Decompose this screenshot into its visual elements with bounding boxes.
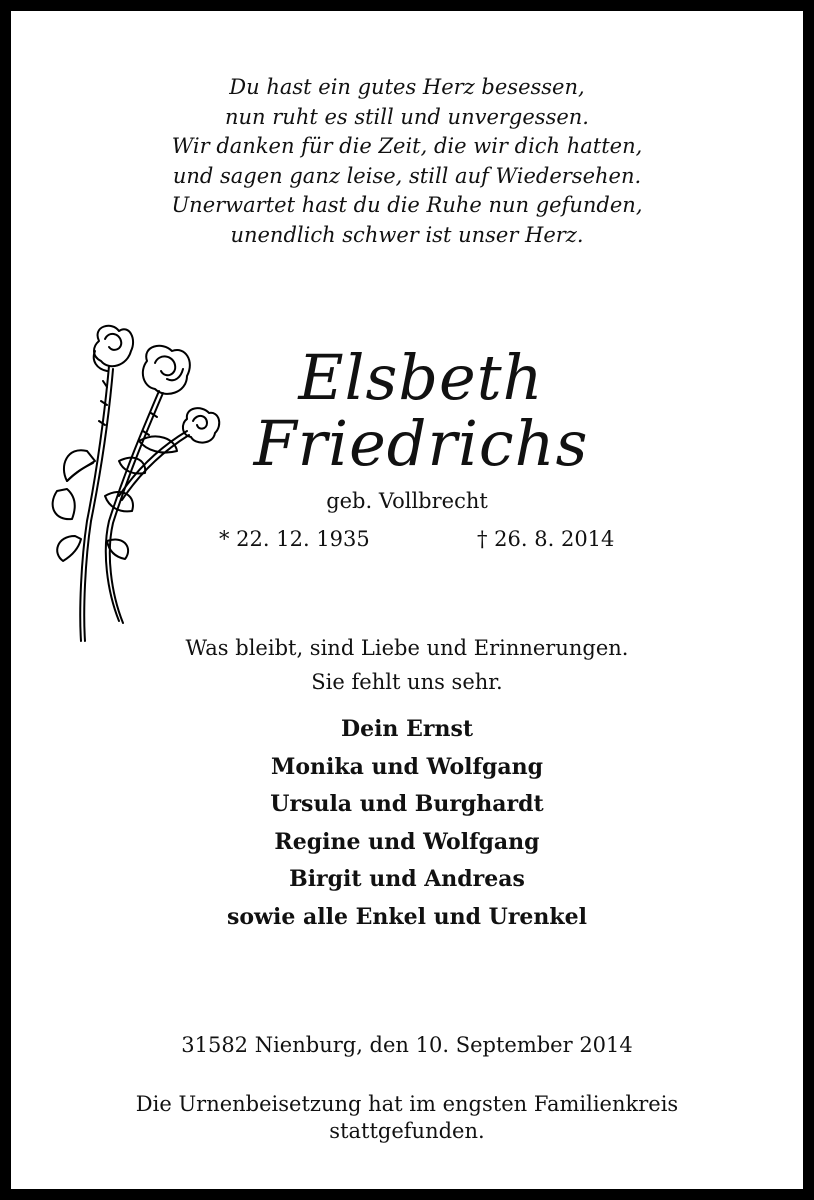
mourner-entry: sowie alle Enkel und Urenkel <box>226 903 588 930</box>
mourner-entry: Dein Ernst <box>341 716 473 742</box>
death-date: † 26. 8. 2014 <box>477 527 615 551</box>
quote-line: Sie fehlt uns sehr. <box>311 670 503 694</box>
poem-line: Unerwartet hast du die Ruhe nun gefunden, <box>171 193 643 217</box>
notice-line: Die Urnenbeisetzung hat im engsten Familienkreis <box>135 1092 679 1116</box>
mourner-entry: Birgit und Andreas <box>289 866 525 892</box>
deceased-last-name: Friedrichs <box>253 407 589 480</box>
birth-date: * 22. 12. 1935 <box>219 527 370 551</box>
mourner-entry: Ursula und Burghardt <box>270 791 544 817</box>
birth-name: geb. Vollbrecht <box>326 489 488 513</box>
mourner-entry: Monika und Wolfgang <box>271 753 543 780</box>
mourners-list <box>11 711 803 936</box>
place-and-date: 31582 Nienburg, den 10. September 2014 <box>181 1033 633 1057</box>
notice-line: stattgefunden. <box>329 1119 485 1143</box>
poem <box>11 73 803 250</box>
poem-line: Du hast ein gutes Herz besessen, <box>229 75 585 99</box>
poem-line: Wir danken für die Zeit, die wir dich hatten, <box>171 134 643 158</box>
memorial-quote <box>11 631 803 699</box>
poem-line: nun ruht es still und unvergessen. <box>225 104 589 129</box>
burial-notice <box>11 1091 803 1145</box>
quote-line: Was bleibt, sind Liebe und Erinnerungen. <box>185 636 629 660</box>
poem-line: und sagen ganz leise, still auf Wiedersehen. <box>172 163 642 188</box>
poem-line: unendlich schwer ist unser Herz. <box>230 222 584 247</box>
mourner-entry: Regine und Wolfgang <box>274 828 540 855</box>
deceased-first-name: Elsbeth <box>298 341 544 414</box>
